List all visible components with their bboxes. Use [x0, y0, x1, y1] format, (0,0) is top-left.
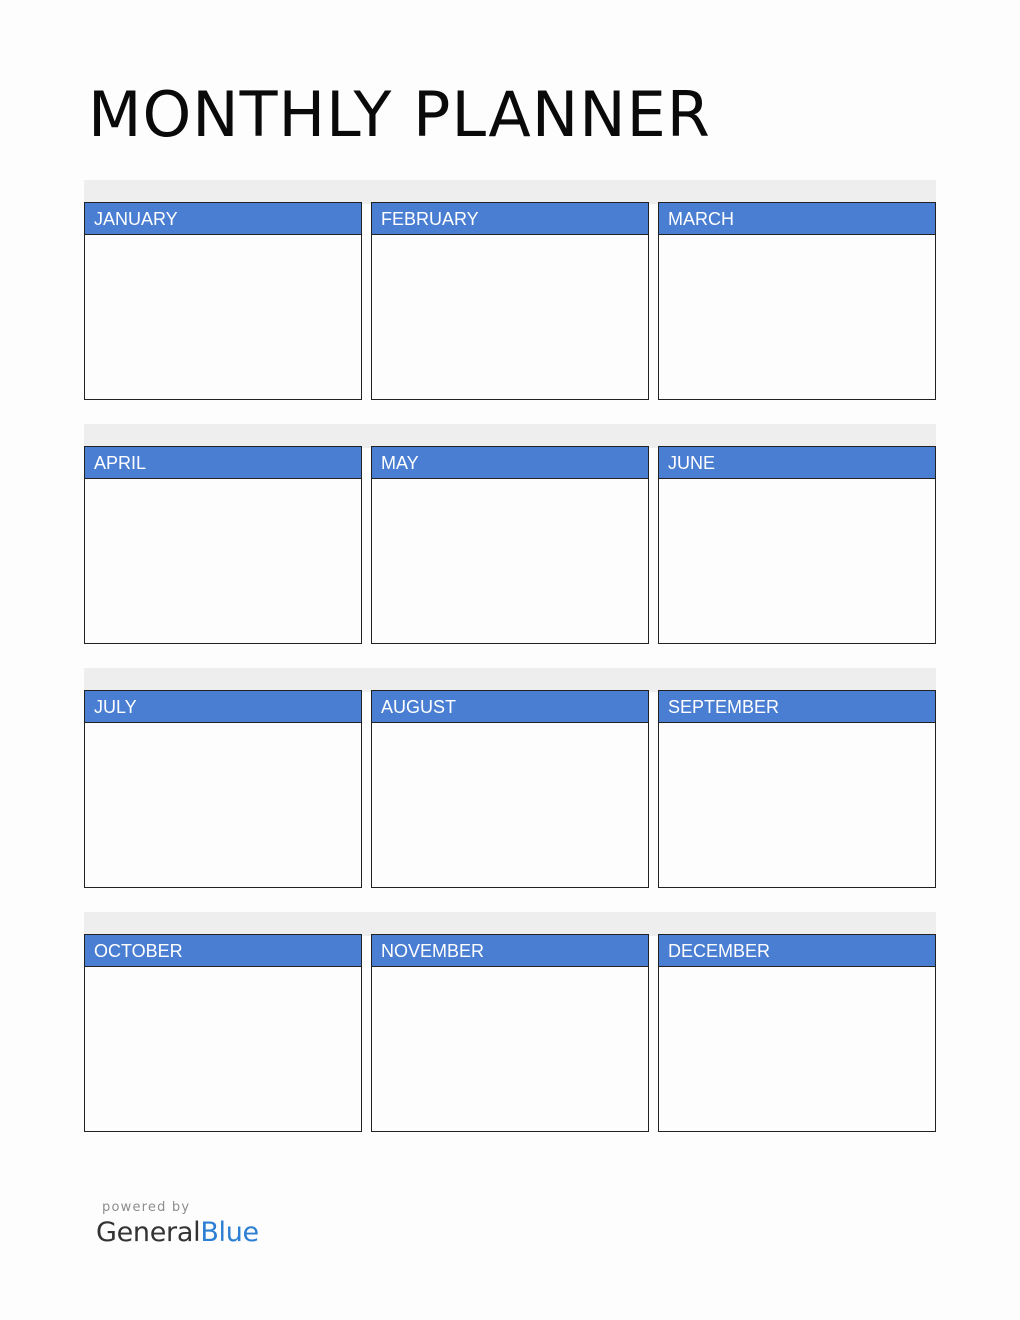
- month-card-may[interactable]: [371, 446, 649, 644]
- months-grid: [84, 180, 936, 1156]
- month-card-title: DECEMBER: [659, 935, 935, 967]
- month-row: [84, 668, 936, 888]
- page-title: MONTHLY PLANNER: [88, 78, 711, 151]
- month-card-january[interactable]: [84, 202, 362, 400]
- month-card-title: AUGUST: [372, 691, 648, 723]
- month-card-september[interactable]: [658, 690, 936, 888]
- month-notes-area[interactable]: [659, 235, 935, 399]
- month-card-july[interactable]: [84, 690, 362, 888]
- month-card-april[interactable]: [84, 446, 362, 644]
- month-card-title: NOVEMBER: [372, 935, 648, 967]
- brand-name-second: Blue: [200, 1217, 259, 1248]
- month-notes-area[interactable]: [85, 967, 361, 1131]
- month-card-title: MARCH: [659, 203, 935, 235]
- month-card-title: OCTOBER: [85, 935, 361, 967]
- month-card-november[interactable]: [371, 934, 649, 1132]
- month-card-title: APRIL: [85, 447, 361, 479]
- month-row: [84, 180, 936, 400]
- month-card-title: JUNE: [659, 447, 935, 479]
- powered-by-label: powered by: [102, 1200, 191, 1215]
- brand-logo: [96, 1217, 396, 1248]
- month-card-title: JULY: [85, 691, 361, 723]
- month-notes-area[interactable]: [372, 723, 648, 887]
- month-notes-area[interactable]: [85, 235, 361, 399]
- month-notes-area[interactable]: [372, 479, 648, 643]
- month-card-title: FEBRUARY: [372, 203, 648, 235]
- month-notes-area[interactable]: [659, 479, 935, 643]
- month-notes-area[interactable]: [85, 479, 361, 643]
- month-card-february[interactable]: [371, 202, 649, 400]
- month-card-june[interactable]: [658, 446, 936, 644]
- month-card-march[interactable]: [658, 202, 936, 400]
- month-row: [84, 424, 936, 644]
- month-card-title: MAY: [372, 447, 648, 479]
- month-notes-area[interactable]: [85, 723, 361, 887]
- month-card-august[interactable]: [371, 690, 649, 888]
- month-notes-area[interactable]: [659, 967, 935, 1131]
- month-card-december[interactable]: [658, 934, 936, 1132]
- month-notes-area[interactable]: [372, 235, 648, 399]
- footer-branding: [96, 1200, 396, 1248]
- month-notes-area[interactable]: [372, 967, 648, 1131]
- month-card-title: JANUARY: [85, 203, 361, 235]
- month-card-title: SEPTEMBER: [659, 691, 935, 723]
- month-card-october[interactable]: [84, 934, 362, 1132]
- month-notes-area[interactable]: [659, 723, 935, 887]
- brand-name-first: General: [96, 1217, 201, 1248]
- month-row: [84, 912, 936, 1132]
